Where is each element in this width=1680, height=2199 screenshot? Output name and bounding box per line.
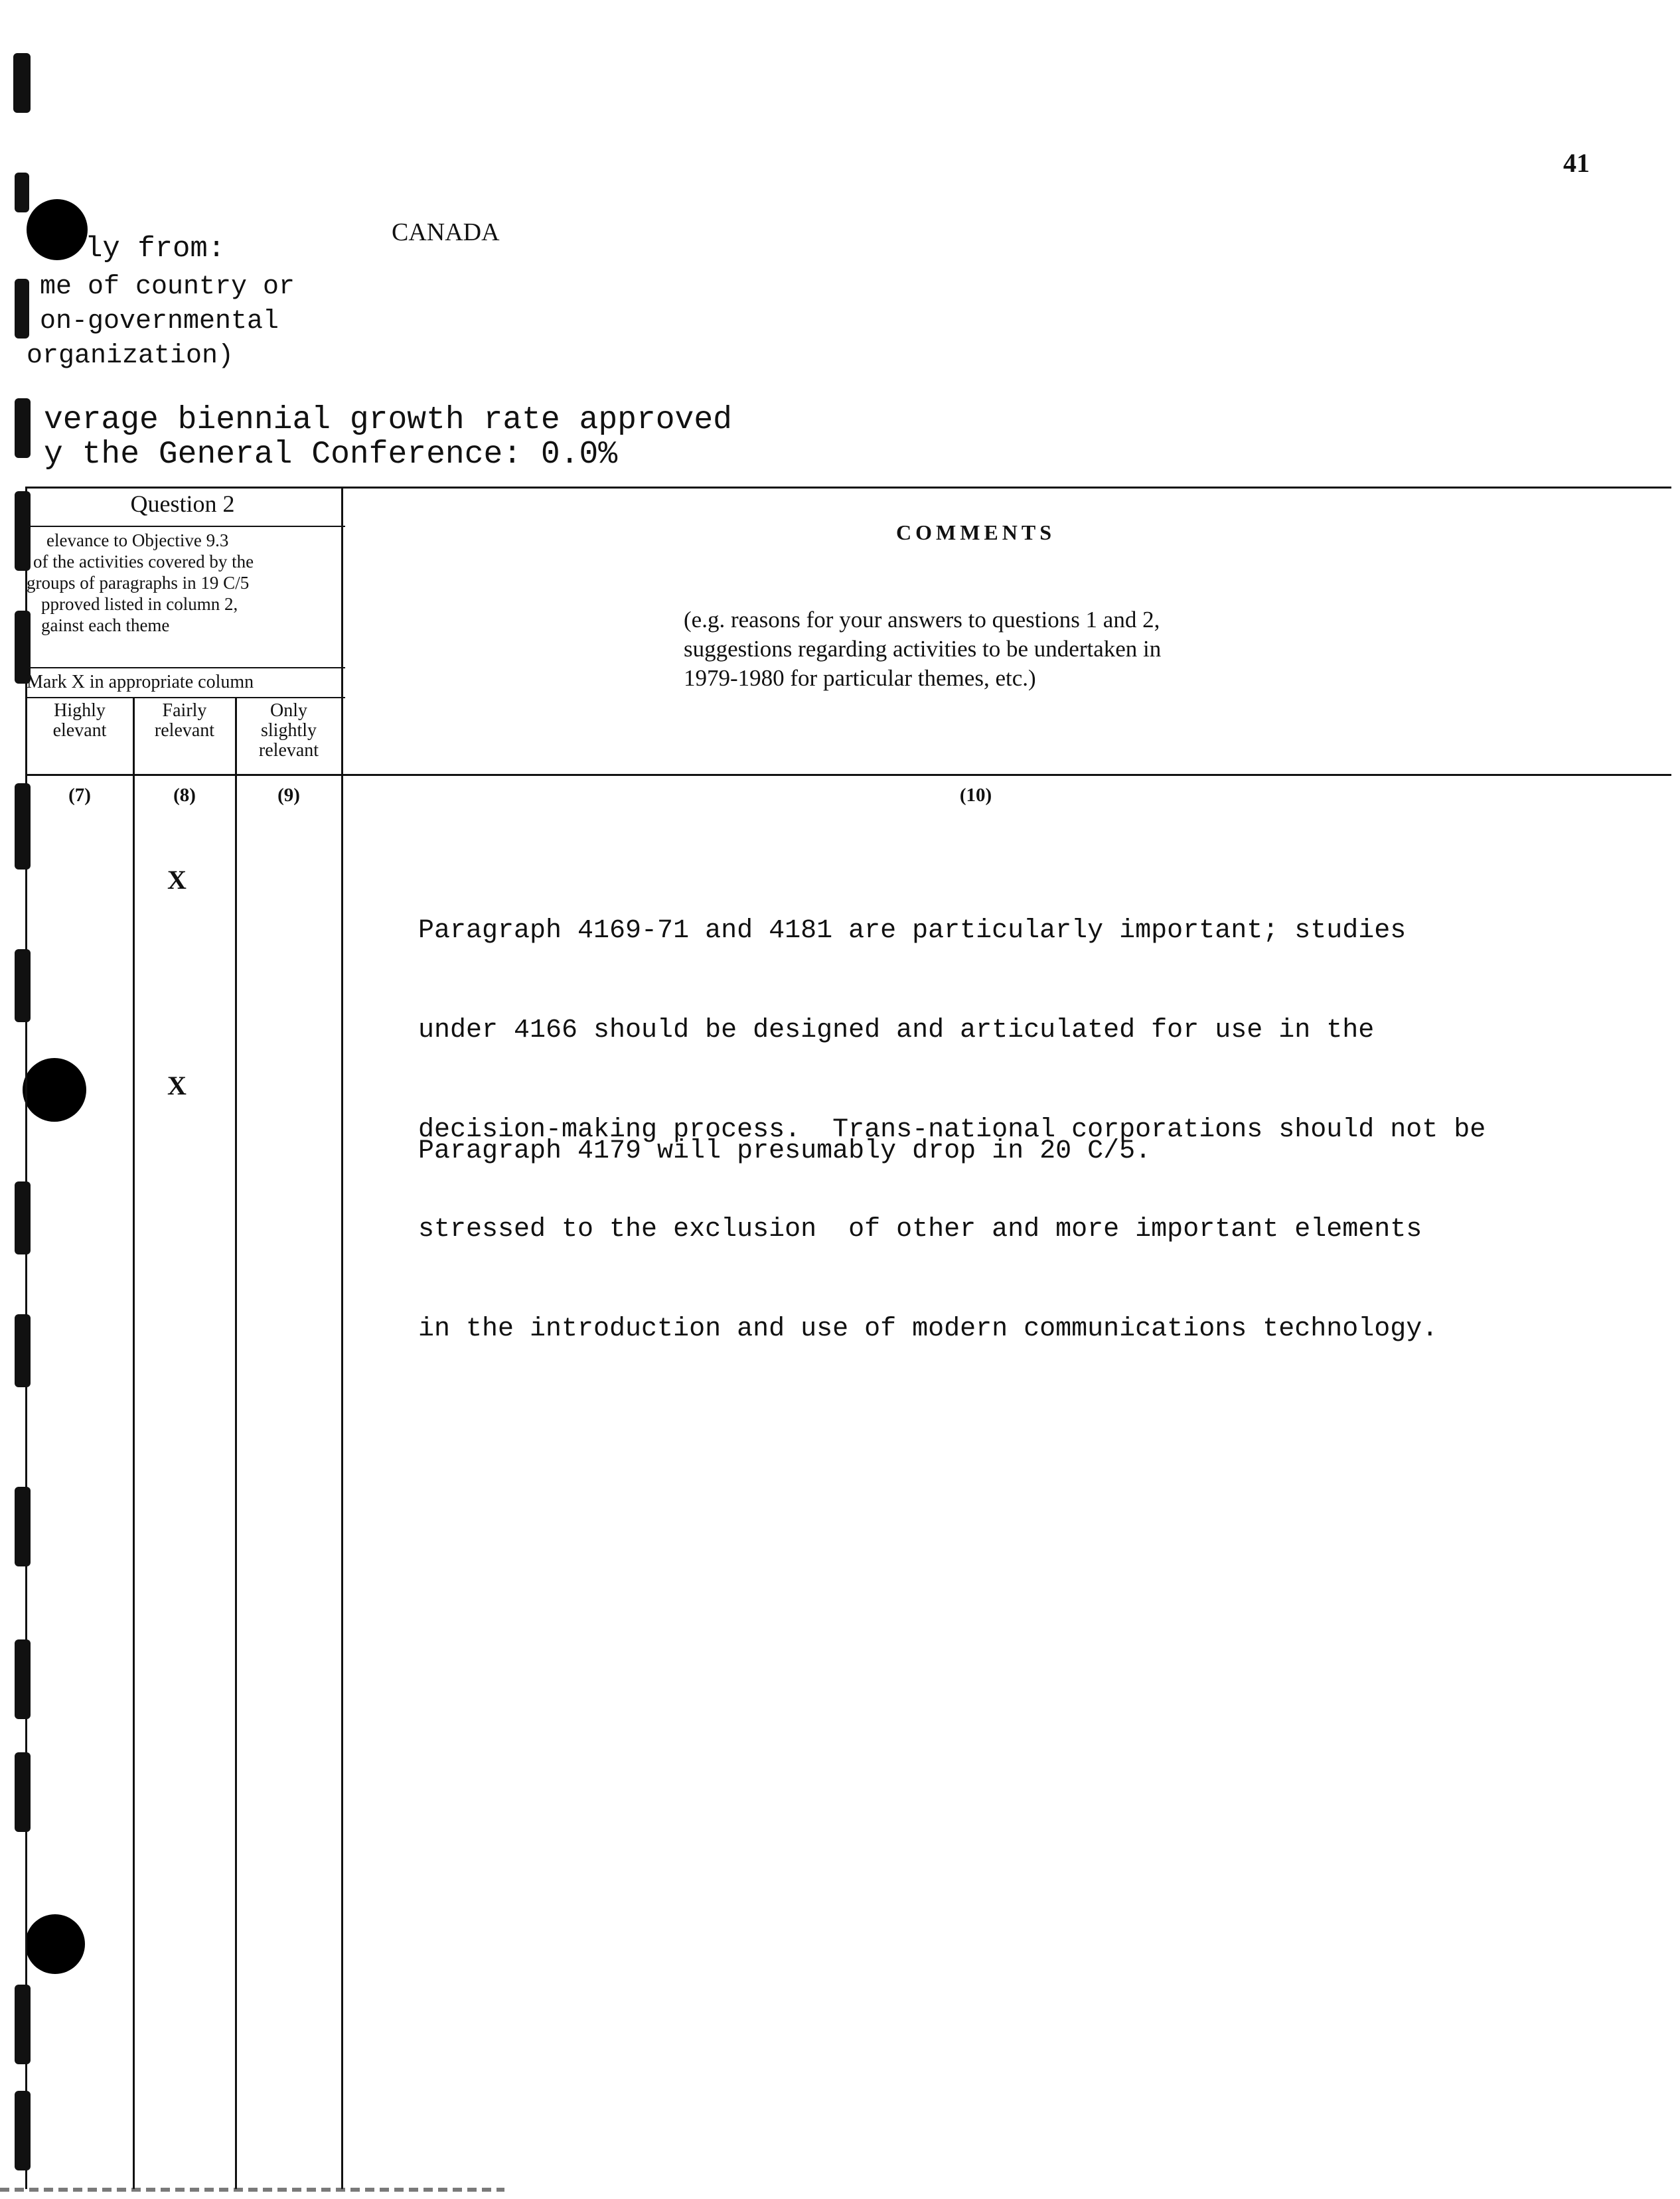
non-governmental-label: on-governmental (40, 307, 279, 337)
binder-mark (15, 398, 31, 458)
binder-mark (15, 1752, 31, 1832)
column-header-line: Highly (54, 700, 106, 721)
column-number-7: (7) (68, 785, 91, 806)
binder-mark (15, 2091, 31, 2170)
binder-mark (15, 1181, 31, 1254)
question-desc-line: elevance to Objective 9.3 (46, 530, 229, 550)
column-header-line: elevant (52, 720, 107, 741)
column-header-fairly-relevant (135, 701, 234, 741)
binder-mark (15, 1487, 31, 1566)
col-divider-9-10 (341, 487, 343, 2189)
question-desc-line: gainst each theme (41, 615, 170, 635)
comment-line: Paragraph 4169-71 and 4181 are particularly important; studies (418, 916, 1407, 946)
col-divider-8-9 (235, 697, 237, 2189)
binder-hole (27, 199, 88, 260)
binder-hole (25, 1914, 85, 1974)
column-header-only-slightly-relevant (238, 701, 340, 761)
column-number-10: (10) (959, 785, 992, 806)
comments-hint-line: 1979-1980 for particular themes, etc.) (684, 665, 1036, 691)
comments-hint-line: suggestions regarding activities to be undertaken in (684, 636, 1162, 662)
question-description (27, 530, 340, 636)
comment-line: Paragraph 4179 will presumably drop in 20 C/5. (418, 1136, 1152, 1166)
comments-hint-line: (e.g. reasons for your answers to questions 1 and 2, (684, 607, 1160, 633)
binder-mark (15, 173, 29, 212)
column-header-line: relevant (258, 740, 319, 761)
binder-mark (15, 279, 29, 339)
comments-hint (684, 605, 1161, 693)
column-header-line: Fairly (162, 700, 207, 721)
binder-mark (15, 1985, 31, 2064)
comment-line: in the introduction and use of modern communications technology. (418, 1314, 1438, 1344)
binder-mark (13, 53, 31, 113)
page-number: 41 (1563, 148, 1590, 178)
header-bottom-rule (25, 774, 1671, 776)
column-header-rule (25, 697, 345, 698)
growth-rate-line-2: y the General Conference: 0.0% (44, 437, 618, 473)
binder-mark (15, 949, 31, 1022)
table-left-border (25, 487, 27, 2189)
question-desc-line: of the activities covered by the (33, 552, 254, 571)
column-number-9: (9) (277, 785, 300, 806)
question-desc-line: pproved listed in column 2, (41, 594, 238, 614)
mark-instruction: Mark X in appropriate column (27, 672, 254, 692)
reply-from-label: ly from: (85, 232, 226, 265)
column-header-line: slightly (260, 720, 317, 741)
growth-rate-line-1: verage biennial growth rate approved (44, 402, 732, 438)
question-desc-line: groups of paragraphs in 19 C/5 (27, 573, 250, 593)
column-header-line: relevant (154, 720, 215, 741)
comments-title: COMMENTS (896, 520, 1055, 544)
table-top-rule (25, 487, 1671, 489)
column-header-line: Only (270, 700, 307, 721)
question-title-rule (25, 526, 345, 527)
col-divider-7-8 (133, 697, 135, 2189)
name-of-country-label: me of country or (40, 272, 295, 302)
binder-hole (23, 1058, 86, 1122)
comment-line: stressed to the exclusion of other and more important elements (418, 1215, 1422, 1245)
row-1-fairly-relevant-mark: X (167, 865, 187, 895)
question-desc-rule (25, 667, 345, 668)
binder-mark (15, 1639, 31, 1719)
scan-edge-smudge (0, 2188, 504, 2192)
column-number-8: (8) (173, 785, 196, 806)
row-2-comment (418, 1069, 1151, 1201)
country-name: CANADA (392, 218, 500, 246)
comment-line: under 4166 should be designed and articulated for use in the (418, 1016, 1375, 1045)
binder-mark (15, 1314, 31, 1387)
question-title: Question 2 (130, 491, 235, 517)
column-header-highly-relevant (28, 701, 131, 741)
comment-line: decision-making process. Trans-national corporations should not be (418, 1115, 1486, 1145)
row-2-fairly-relevant-mark: X (167, 1071, 187, 1100)
organization-label: organization) (27, 341, 234, 371)
